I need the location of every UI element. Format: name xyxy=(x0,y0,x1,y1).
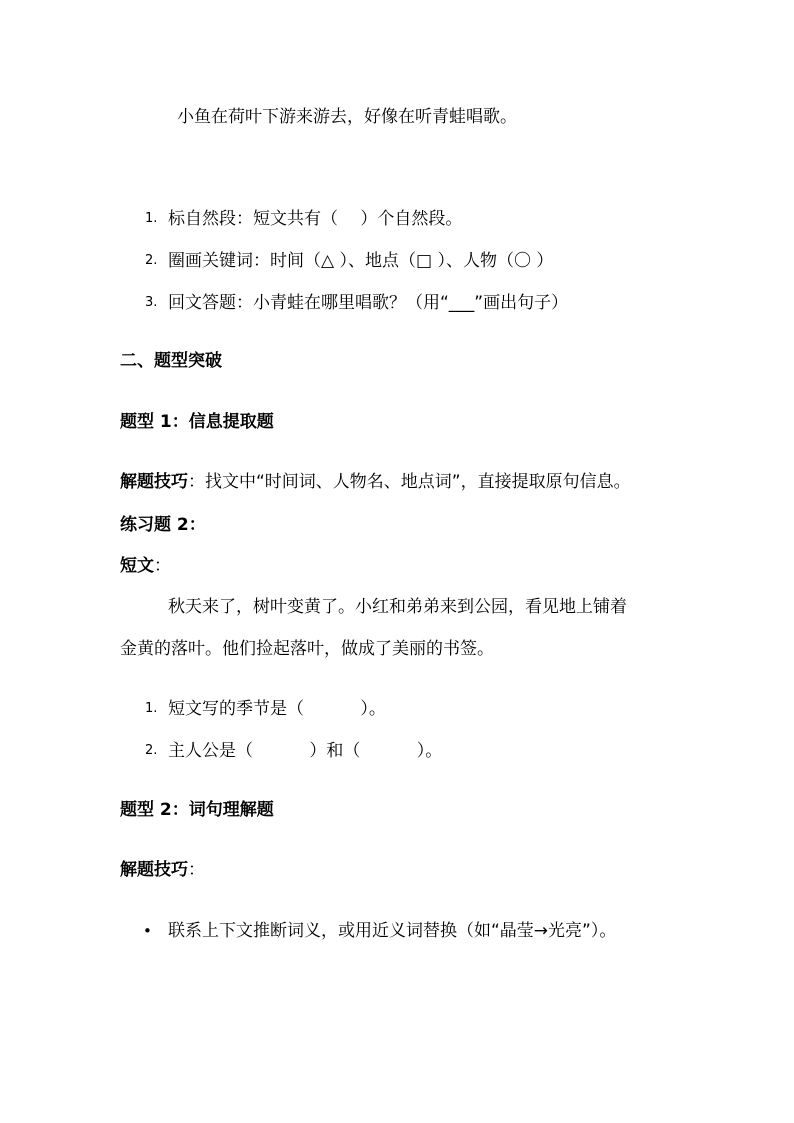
tip-label: 解题技巧 xyxy=(120,860,188,880)
list-text: 主人公是（ ）和（ ）。 xyxy=(168,741,443,761)
list-number: 3. xyxy=(145,295,158,310)
tip-colon: ： xyxy=(188,860,205,880)
list-number: 2. xyxy=(145,743,158,758)
type1-title: 题型 1：信息提取题 xyxy=(120,412,274,432)
tip-text: ：找文中“时间词、人物名、地点词”，直接提取原句信息。 xyxy=(188,472,631,492)
passage-colon: ： xyxy=(154,556,171,576)
type2-title: 题型 2：词句理解题 xyxy=(120,800,274,820)
list-number: 1. xyxy=(145,211,158,226)
type1-tip xyxy=(120,471,631,493)
bullet-text: 联系上下文推断词义，或用近义词替换（如“晶莹→光亮”）。 xyxy=(168,921,617,941)
tip-label: 解题技巧 xyxy=(120,472,188,492)
list-text: 短文写的季节是（ ）。 xyxy=(168,699,386,719)
type2-tip xyxy=(120,859,205,881)
bullet-icon: • xyxy=(143,922,152,940)
section-two-title: 二、题型突破 xyxy=(120,351,222,371)
list-text: 回文答题：小青蛙在哪里唱歌？（用“___”画出句子） xyxy=(168,293,569,313)
list-number: 2. xyxy=(145,253,158,268)
exercise-label: 练习题 2： xyxy=(120,515,206,535)
passage-heading xyxy=(120,555,171,577)
list-text: 标自然段：短文共有（ ）个自然段。 xyxy=(168,209,463,229)
list-text: 圈画关键词：时间（△ ）、地点（□ ）、人物（〇 ） xyxy=(168,251,554,271)
intro-sentence: 小鱼在荷叶下游来游去，好像在听青蛙唱歌。 xyxy=(177,107,517,127)
passage-line-1: 秋天来了，树叶变黄了。小红和弟弟来到公园，看见地上铺着 xyxy=(168,597,627,617)
list-number: 1. xyxy=(145,701,158,716)
passage-line-2: 金黄的落叶。他们捡起落叶，做成了美丽的书签。 xyxy=(120,639,494,659)
passage-label: 短文 xyxy=(120,556,154,576)
